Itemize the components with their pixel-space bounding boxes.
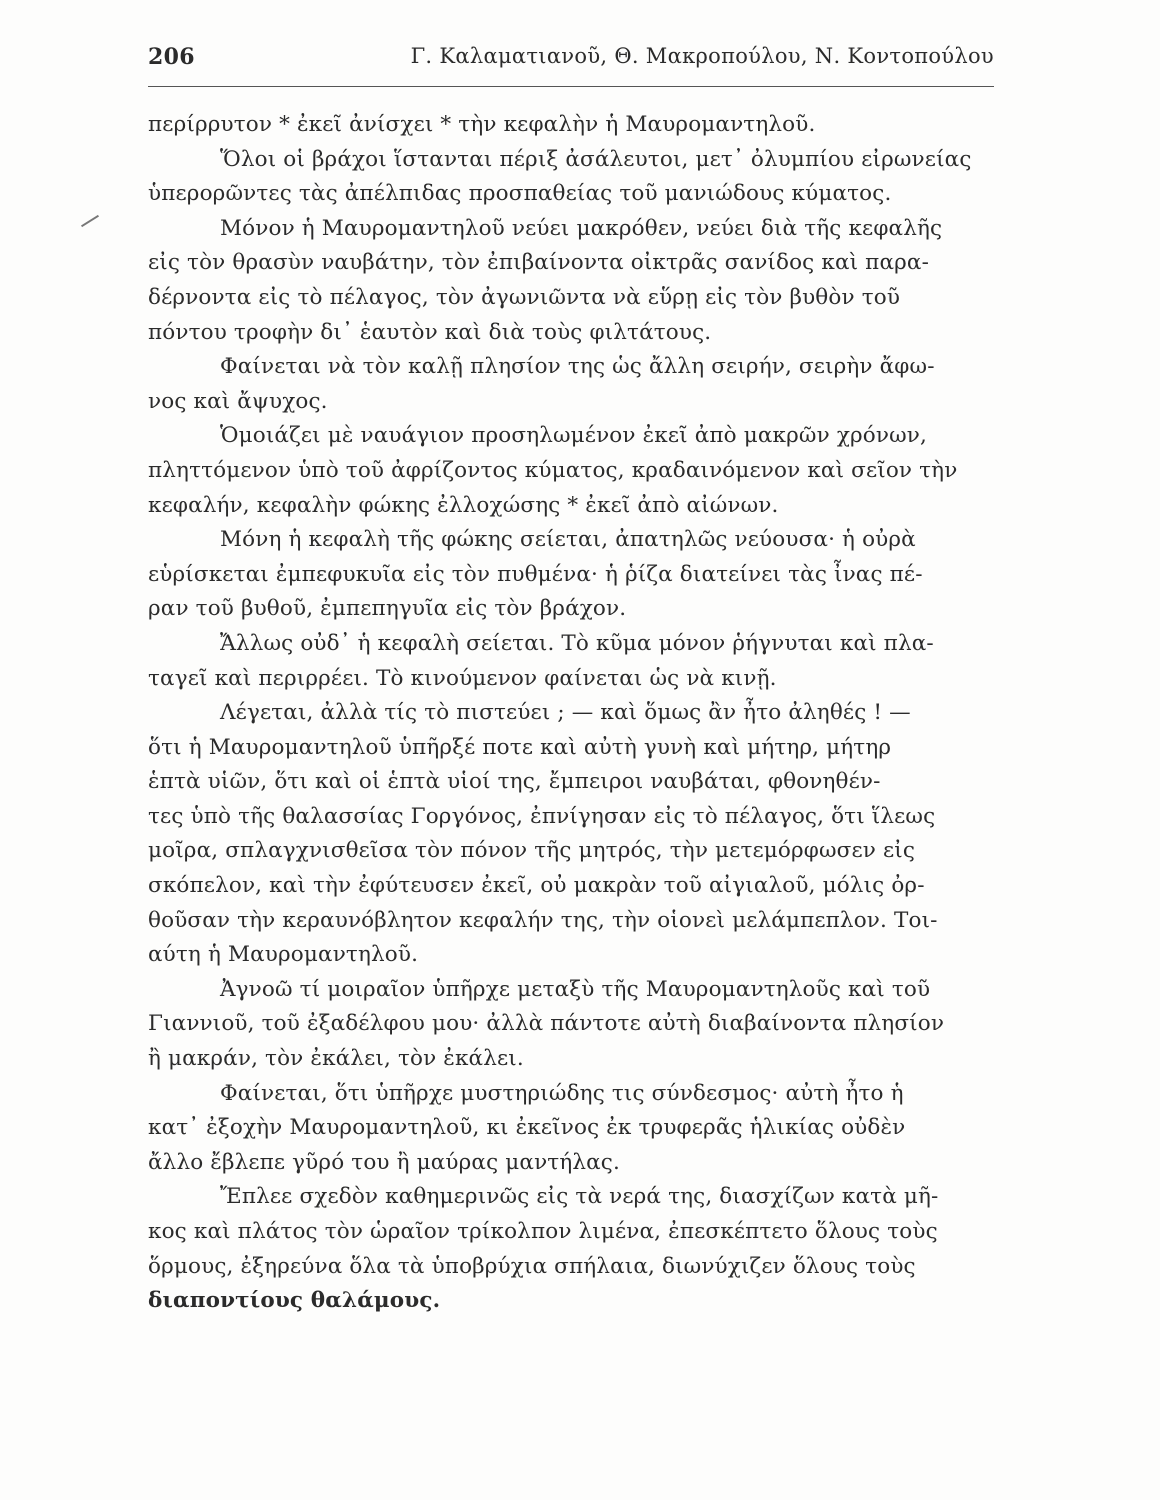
text-line: περίρρυτον * ἐκεῖ ἀνίσχει * τὴν κεφαλὴν ἡ Μαυρομαντηλοῦ. bbox=[148, 112, 816, 137]
margin-pencil-mark bbox=[81, 215, 99, 227]
text-line: δέρνοντα εἰς τὸ πέλαγος, τὸν ἀγωνιῶντα νὰ εὕρῃ εἰς τὸν βυθὸν τοῦ bbox=[148, 284, 901, 310]
text-line: μοῖρα, σπλαγχνισθεῖσα τὸν πόνον τῆς μητρός, τὴν μετεμόρφωσεν εἰς bbox=[148, 838, 916, 864]
text-line: νος καὶ ἄψυχος. bbox=[148, 388, 328, 414]
text-line: πληττόμενον ὑπὸ τοῦ ἀφρίζοντος κύματος, κραδαινόμενον καὶ σεῖον τὴν bbox=[148, 457, 958, 483]
text-line: κατ᾽ ἐξοχὴν Μαυρομαντηλοῦ, κι ἐκεῖνος ἐκ τρυφερᾶς ἡλικίας οὐδὲν bbox=[148, 1115, 906, 1141]
text-line: ὑπερορῶντες τὰς ἀπέλπιδας προσπαθείας τοῦ μανιώδους κύματος. bbox=[148, 181, 892, 207]
text-line: σκόπελον, καὶ τὴν ἐφύτευσεν ἐκεῖ, οὐ μακρὰν τοῦ αἰγιαλοῦ, μόλις ὀρ- bbox=[148, 873, 925, 899]
text-line: Ἔπλεε σχεδὸν καθημερινῶς εἰς τὰ νερά της, διασχίζων κατὰ μῆ- bbox=[220, 1184, 939, 1210]
text-line: Μόνον ἡ Μαυρομαντηλοῦ νεύει μακρόθεν, νεύει διὰ τῆς κεφαλῆς bbox=[220, 215, 943, 241]
text-line: αύτη ἡ Μαυρομαντηλοῦ. bbox=[148, 942, 419, 968]
running-title: Γ. Καλαματιανοῦ, Θ. Μακροπούλου, Ν. Κοντοπούλου bbox=[410, 44, 994, 68]
header-rule bbox=[148, 86, 994, 87]
page-number: 206 bbox=[148, 44, 195, 70]
text-line: διαποντίους θαλάμους. bbox=[148, 1288, 441, 1314]
text-line: Λέγεται, ἀλλὰ τίς τὸ πιστεύει ; — καὶ ὅμως ἂν ἦτο ἀληθές ! — bbox=[220, 700, 911, 726]
text-line: ἑπτὰ υἱῶν, ὅτι καὶ οἱ ἑπτὰ υἱοί της, ἔμπειροι ναυβάται, φθονηθέν- bbox=[148, 769, 881, 795]
text-line: ταγεῖ καὶ περιρρέει. Τὸ κινούμενον φαίνεται ὡς νὰ κινῇ. bbox=[148, 665, 777, 691]
text-line: Ἀγνοῶ τί μοιραῖον ὑπῆρχε μεταξὺ τῆς Μαυρομαντηλοῦς καὶ τοῦ bbox=[220, 976, 931, 1002]
text-line: ἄλλο ἔβλεπε γῦρό του ἢ μαύρας μαντήλας. bbox=[148, 1149, 620, 1175]
text-line: εὑρίσκεται ἐμπεφυκυῖα εἰς τὸν πυθμένα· ἡ ῥίζα διατείνει τὰς ἶνας πέ- bbox=[148, 561, 923, 587]
text-line: κος καὶ πλάτος τὸν ὡραῖον τρίκολπον λιμένα, ἐπεσκέπτετο ὅλους τοὺς bbox=[148, 1219, 938, 1244]
text-line: Φαίνεται νὰ τὸν καλῇ πλησίον της ὡς ἄλλη σειρήν, σειρὴν ἄφω- bbox=[220, 354, 935, 380]
text-line: Μόνη ἡ κεφαλὴ τῆς φώκης σείεται, ἀπατηλῶς νεύουσα· ἡ οὐρὰ bbox=[220, 527, 916, 553]
text-line: ὅτι ἡ Μαυρομαντηλοῦ ὑπῆρξέ ποτε καὶ αὐτὴ γυνὴ καὶ μήτηρ, μήτηρ bbox=[148, 734, 892, 760]
text-line: Φαίνεται, ὅτι ὑπῆρχε μυστηριώδης τις σύνδεσμος· αὐτὴ ἦτο ἡ bbox=[220, 1080, 904, 1106]
text-line: θοῦσαν τὴν κεραυνόβλητον κεφαλήν της, τὴν οἱονεὶ μελάμπεπλον. Τοι- bbox=[148, 907, 938, 933]
text-line: Ἄλλως οὐδ᾽ ἡ κεφαλὴ σείεται. Τὸ κῦμα μόνον ῥήγνυται καὶ πλα- bbox=[220, 630, 934, 656]
text-line: ραν τοῦ βυθοῦ, ἐμπεπηγυῖα εἰς τὸν βράχον. bbox=[148, 596, 627, 622]
text-line: ὅρμους, ἐξηρεύνα ὅλα τὰ ὑποβρύχια σπήλαια, διωνύχιζεν ὅλους τοὺς bbox=[148, 1253, 916, 1279]
text-line: Ὁμοιάζει μὲ ναυάγιον προσηλωμένον ἐκεῖ ἀπὸ μακρῶν χρόνων, bbox=[220, 423, 927, 449]
text-line: Γιαννιοῦ, τοῦ ἐξαδέλφου μου· ἀλλὰ πάντοτε αὐτὴ διαβαίνοντα πλησίον bbox=[148, 1011, 945, 1037]
text-line: Ὅλοι οἱ βράχοι ἵστανται πέριξ ἀσάλευτοι, μετ᾽ ὀλυμπίου εἰρωνείας bbox=[220, 146, 972, 172]
body-text bbox=[148, 108, 988, 1319]
text-line: πόντου τροφὴν δι᾽ ἑαυτὸν καὶ διὰ τοὺς φιλτάτους. bbox=[148, 319, 712, 345]
text-line: κεφαλήν, κεφαλὴν φώκης ἐλλοχώσης * ἐκεῖ ἀπὸ αἰώνων. bbox=[148, 492, 779, 518]
text-line: ἢ μακράν, τὸν ἐκάλει, τὸν ἐκάλει. bbox=[148, 1046, 524, 1072]
text-line: τες ὑπὸ τῆς θαλασσίας Γοργόνος, ἐπνίγησαν εἰς τὸ πέλαγος, ὅτι ἵλεως bbox=[148, 803, 936, 829]
page-header bbox=[148, 40, 994, 80]
text-line: εἰς τὸν θρασὺν ναυβάτην, τὸν ἐπιβαίνοντα οἰκτρᾶς σανίδος καὶ παρα- bbox=[148, 250, 930, 276]
